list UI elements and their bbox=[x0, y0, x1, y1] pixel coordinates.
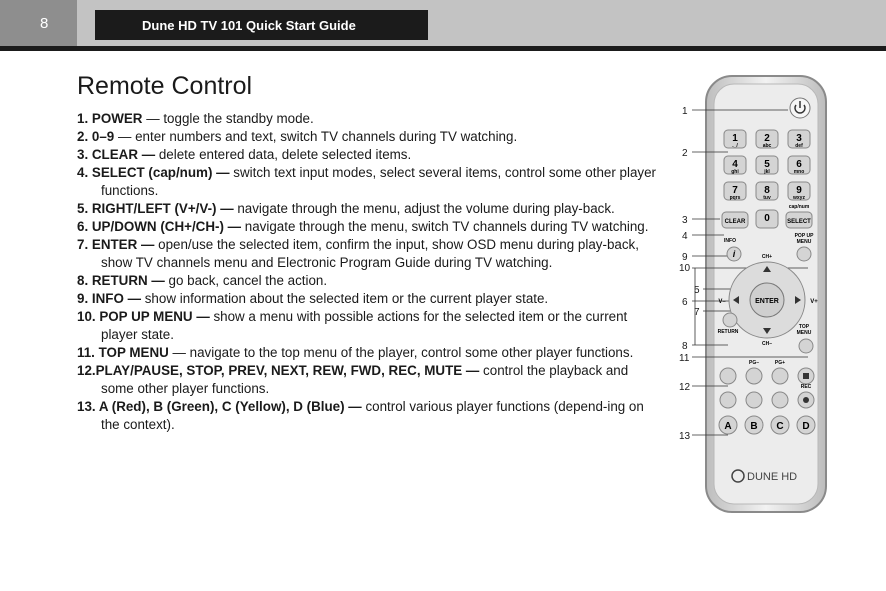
svg-text:1: 1 bbox=[732, 133, 738, 144]
svg-text:11: 11 bbox=[679, 353, 690, 364]
item-desc: enter numbers and text, switch TV channels during TV watching. bbox=[135, 129, 518, 144]
remote-control-illustration bbox=[670, 72, 840, 517]
svg-text:CLEAR: CLEAR bbox=[724, 219, 746, 225]
svg-text:D: D bbox=[802, 421, 810, 432]
svg-text:DUNE HD: DUNE HD bbox=[747, 471, 798, 483]
svg-text:10: 10 bbox=[679, 263, 691, 274]
item-key: 4. SELECT (cap/num) — bbox=[77, 165, 230, 180]
header-rule bbox=[0, 46, 886, 51]
item-key: 3. CLEAR — bbox=[77, 147, 156, 162]
item-key: 5. RIGHT/LEFT (V+/V-) — bbox=[77, 201, 234, 216]
list-item bbox=[77, 272, 657, 290]
svg-text:RETURN: RETURN bbox=[717, 329, 739, 335]
svg-text:9: 9 bbox=[796, 185, 802, 196]
function-list bbox=[77, 110, 657, 434]
item-key: 2. 0–9 bbox=[77, 129, 115, 144]
list-item bbox=[77, 146, 657, 164]
svg-text:V–: V– bbox=[718, 299, 726, 305]
svg-text:._/: ._/ bbox=[732, 143, 738, 149]
svg-text:7: 7 bbox=[732, 185, 738, 196]
item-desc: control various player functions (depend-ing on the context). bbox=[101, 399, 644, 432]
svg-text:5: 5 bbox=[764, 159, 770, 170]
item-key: 1. POWER bbox=[77, 111, 143, 126]
svg-text:PG–: PG– bbox=[748, 360, 760, 366]
svg-text:tuv: tuv bbox=[763, 195, 771, 201]
item-desc: open/use the selected item, confirm the input, show OSD menu during play-back, show TV channels menu and Electronic Program Guide during TV watching. bbox=[101, 237, 639, 270]
svg-text:ghi: ghi bbox=[731, 169, 739, 175]
svg-text:2: 2 bbox=[682, 148, 688, 159]
svg-text:7: 7 bbox=[694, 307, 700, 318]
svg-text:3: 3 bbox=[796, 133, 802, 144]
item-key: 10. POP UP MENU — bbox=[77, 309, 210, 324]
list-item bbox=[77, 164, 657, 200]
svg-text:C: C bbox=[776, 421, 784, 432]
item-key: 11. TOP MENU bbox=[77, 345, 169, 360]
svg-text:jkl: jkl bbox=[764, 169, 770, 175]
item-desc: go back, cancel the action. bbox=[168, 273, 328, 288]
item-key: 7. ENTER — bbox=[77, 237, 155, 252]
list-item bbox=[77, 308, 657, 344]
svg-text:abc: abc bbox=[762, 143, 772, 149]
item-desc: control the playback and some other player functions. bbox=[101, 363, 629, 396]
svg-text:6: 6 bbox=[796, 159, 802, 170]
svg-text:CH+: CH+ bbox=[761, 254, 773, 260]
item-desc: toggle the standby mode. bbox=[163, 111, 314, 126]
item-key: 8. RETURN — bbox=[77, 273, 165, 288]
svg-text:4: 4 bbox=[682, 231, 688, 242]
list-item bbox=[77, 290, 657, 308]
item-desc: switch text input modes, select several items, control some other player functions. bbox=[101, 165, 656, 198]
list-item: 11. TOP MENU — navigate to the top menu of the player, control some other player functions. bbox=[77, 345, 634, 360]
list-item bbox=[77, 362, 657, 398]
item-key: 13. A (Red), B (Green), C (Yellow), D (Blue) — bbox=[77, 399, 362, 414]
svg-text:ENTER: ENTER bbox=[755, 298, 779, 305]
svg-text:8: 8 bbox=[682, 341, 688, 352]
list-item: 1. POWER — toggle the standby mode. bbox=[77, 111, 314, 126]
svg-text:POP UP: POP UP bbox=[794, 233, 814, 239]
svg-text:TOP: TOP bbox=[798, 324, 810, 330]
page-number: 8 bbox=[40, 15, 49, 32]
svg-text:pqrs: pqrs bbox=[729, 195, 741, 201]
item-desc: show a menu with possible actions for the selected item or the current player state. bbox=[101, 309, 628, 342]
item-key: 12.PLAY/PAUSE, STOP, PREV, NEXT, REW, FWD, REC, MUTE — bbox=[77, 363, 480, 378]
item-desc: navigate through the menu, adjust the volume during play-back. bbox=[237, 201, 615, 216]
svg-text:def: def bbox=[795, 143, 803, 149]
list-item bbox=[77, 218, 657, 236]
svg-text:PG+: PG+ bbox=[774, 360, 786, 366]
svg-text:9: 9 bbox=[682, 252, 688, 263]
document-title: Dune HD TV 101 Quick Start Guide bbox=[95, 10, 428, 40]
svg-text:A: A bbox=[724, 421, 732, 432]
svg-text:8: 8 bbox=[764, 185, 770, 196]
svg-text:INFO: INFO bbox=[724, 238, 736, 244]
svg-text:2: 2 bbox=[764, 133, 770, 144]
svg-text:4: 4 bbox=[732, 159, 738, 170]
list-item bbox=[77, 236, 657, 272]
svg-text:0: 0 bbox=[764, 213, 770, 224]
page-number-box bbox=[0, 0, 77, 46]
list-item bbox=[77, 398, 657, 434]
svg-text:5: 5 bbox=[694, 285, 700, 296]
item-desc: navigate to the top menu of the player, control some other player functions. bbox=[189, 345, 634, 360]
item-key: 9. INFO — bbox=[77, 291, 141, 306]
svg-text:13: 13 bbox=[679, 431, 691, 442]
svg-text:12: 12 bbox=[679, 382, 691, 393]
svg-text:wxyz: wxyz bbox=[793, 195, 805, 201]
svg-text:i: i bbox=[732, 249, 736, 259]
svg-text:MENU: MENU bbox=[796, 239, 812, 245]
item-desc: navigate through the menu, switch TV channels during TV watching. bbox=[244, 219, 649, 234]
svg-text:6: 6 bbox=[682, 297, 688, 308]
svg-text:cap/num: cap/num bbox=[788, 204, 810, 210]
header-bar bbox=[0, 0, 886, 46]
list-item: 2. 0–9 — enter numbers and text, switch TV channels during TV watching. bbox=[77, 129, 518, 144]
svg-text:1: 1 bbox=[682, 106, 688, 117]
list-item bbox=[77, 200, 657, 218]
svg-text:SELECT: SELECT bbox=[787, 219, 811, 225]
svg-text:3: 3 bbox=[682, 215, 688, 226]
svg-text:CH–: CH– bbox=[761, 341, 773, 347]
svg-text:B: B bbox=[750, 421, 758, 432]
svg-text:mno: mno bbox=[793, 169, 805, 175]
svg-text:REC: REC bbox=[800, 384, 812, 390]
svg-text:MENU: MENU bbox=[796, 330, 812, 336]
section-title: Remote Control bbox=[77, 72, 253, 100]
item-key: 6. UP/DOWN (CH+/CH-) — bbox=[77, 219, 242, 234]
callout-labels bbox=[679, 106, 700, 442]
svg-text:V+: V+ bbox=[810, 299, 818, 305]
item-desc: delete entered data, delete selected items. bbox=[158, 147, 412, 162]
item-desc: show information about the selected item or the current player state. bbox=[144, 291, 549, 306]
